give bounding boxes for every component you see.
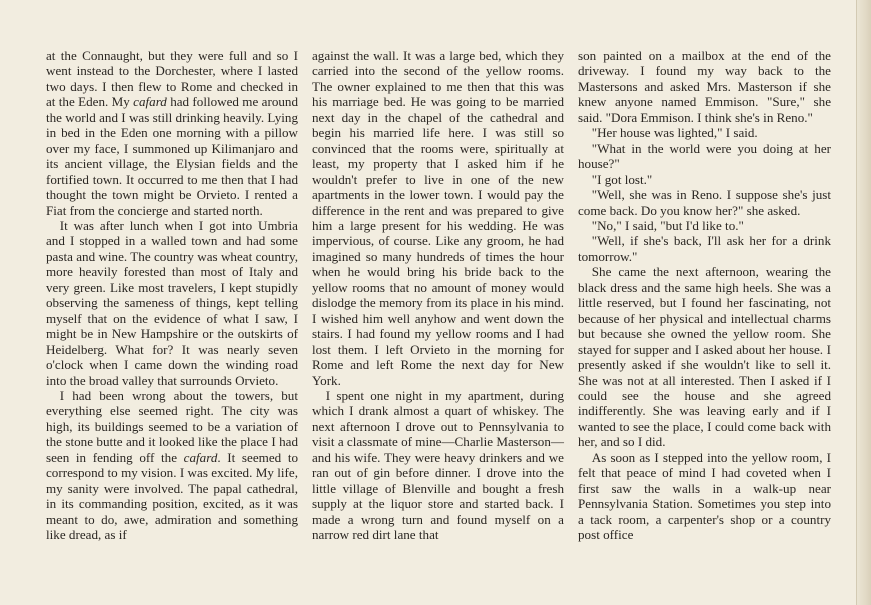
text-column-2 [312,48,564,543]
paragraph: "I got lost." [591,171,653,187]
paragraph: She came the next afternoon, wearing the black dress and the same high heels. She was a little reserved, but I found her fascinating, not because of her physical and intellectual charms but because she owned the yellow room. She stayed for supper and I asked about her house. I presently asked if she wouldn't like to sell it. She was not at all interested. Then I asked if I could see the house and she agreed indifferently. She was leaving early and if I wanted to see the place, I could come back with her, and so I did. [578,264,831,450]
paragraph: As soon as I stepped into the yellow room, I felt that peace of mind I had coveted when I first saw the walls in a walk-up near Pennsylvania Station. Sometimes you step into a tack room, a carpenter's shop or a country post office [578,449,831,543]
paragraph: I spent one night in my apartment, during which I drank almost a quart of whiskey. The next afternoon I drove out to Pennsylvania to visit a classmate of mine—Charlie Masterson—and his wife. They were heavy drinkers and we ran out of gin before dinner. I drove into the little village of Blenville and bought a fresh supply at the liquor store and started back. I made a wrong turn and found myself on a narrow red dirt lane that [312,387,564,543]
paragraph: "Well, if she's back, I'll ask her for a drink tomorrow." [578,233,831,264]
text-column-3 [578,48,831,543]
continued-paragraph: against the wall. It was a large bed, which they carried into the second of the yellow rooms. The owner explained to me then that this was his marriage bed. He was going to be married next day in the chapel of the cathedral and begin his married life here. I was still so convinced that the rooms were, spiritually at least, my property that I asked him if he wouldn't prefer to live in one of the new apartments in the lower town. I would pay the difference in the rent and was prepared to give him a large present for his wedding. He was impervious, of course. Like any groom, he had imagined so many hundreds of times the hour when he would bring his bride back to the yellow rooms that no amount of money would dislodge the memory from its place in his mind. I wished him well anyhow and went down the stairs. I had found my yellow rooms and I had lost them. I left Orvieto in the morning for Rome and left Rome the next day for New York. [312,48,564,388]
italic-word: cafard [183,449,218,465]
paragraph: "Her house was lighted," I said. [591,125,758,141]
page-edge [856,0,871,605]
paragraph: "Well, she was in Reno. I suppose she's just come back. Do you know her?" she asked. [578,187,831,218]
paragraph: "What in the world were you doing at her house?" [578,140,831,172]
paragraph: It was after lunch when I got into Umbria and I stopped in a walled town and had some pasta and wine. The country was wheat country, more heavily forested than most of Italy and very green. Like most travelers, I kept stupidly observing the sameness of things, kept telling myself that on the evidence of what I saw, I might be in New Hampshire or the outskirts of Heidelberg. What for? It was nearly seven o'clock when I came down the winding road into the broad valley that surrounds Orvieto. [46,217,298,388]
paragraph: I had been wrong about the towers, but everything else seemed right. The city was high, its buildings seemed to be a variation of the stone butte and it looked like the place I had seen in fending off the cafard. It seemed to correspond to my vision. I was excited. My life, my sanity were involved. The papal cathedral, in its commanding position, excited, as it was meant to do, awe, admiration and something like dread, as if [46,387,299,543]
article-body [46,48,858,605]
italic-word: cafard [133,94,167,110]
continued-paragraph: son painted on a mailbox at the end of the driveway. I found my way back to the Mastersons and asked Mrs. Masterson if she knew anyone named Emmison. "Sure," she said. "Dora Emmison. I think she's in Reno." [578,48,831,125]
continued-paragraph: at the Connaught, but they were full and so I went instead to the Dorchester, where I lasted two days. I then flew to Rome and checked in at the Eden. My cafard had followed me around the world and I was still drinking heavily. Lying in bed in the Eden one morning with a pillow over my face, I summoned up Kilimanjaro and its ancient village, the Elysian fields and the fortified town. It occurred to me then that I had thought the town might be Orvieto. I rented a Fiat from the concierge and started north. [46,48,299,218]
paragraph: "No," I said, "but I'd like to." [591,217,744,233]
text-column-1 [46,48,298,543]
